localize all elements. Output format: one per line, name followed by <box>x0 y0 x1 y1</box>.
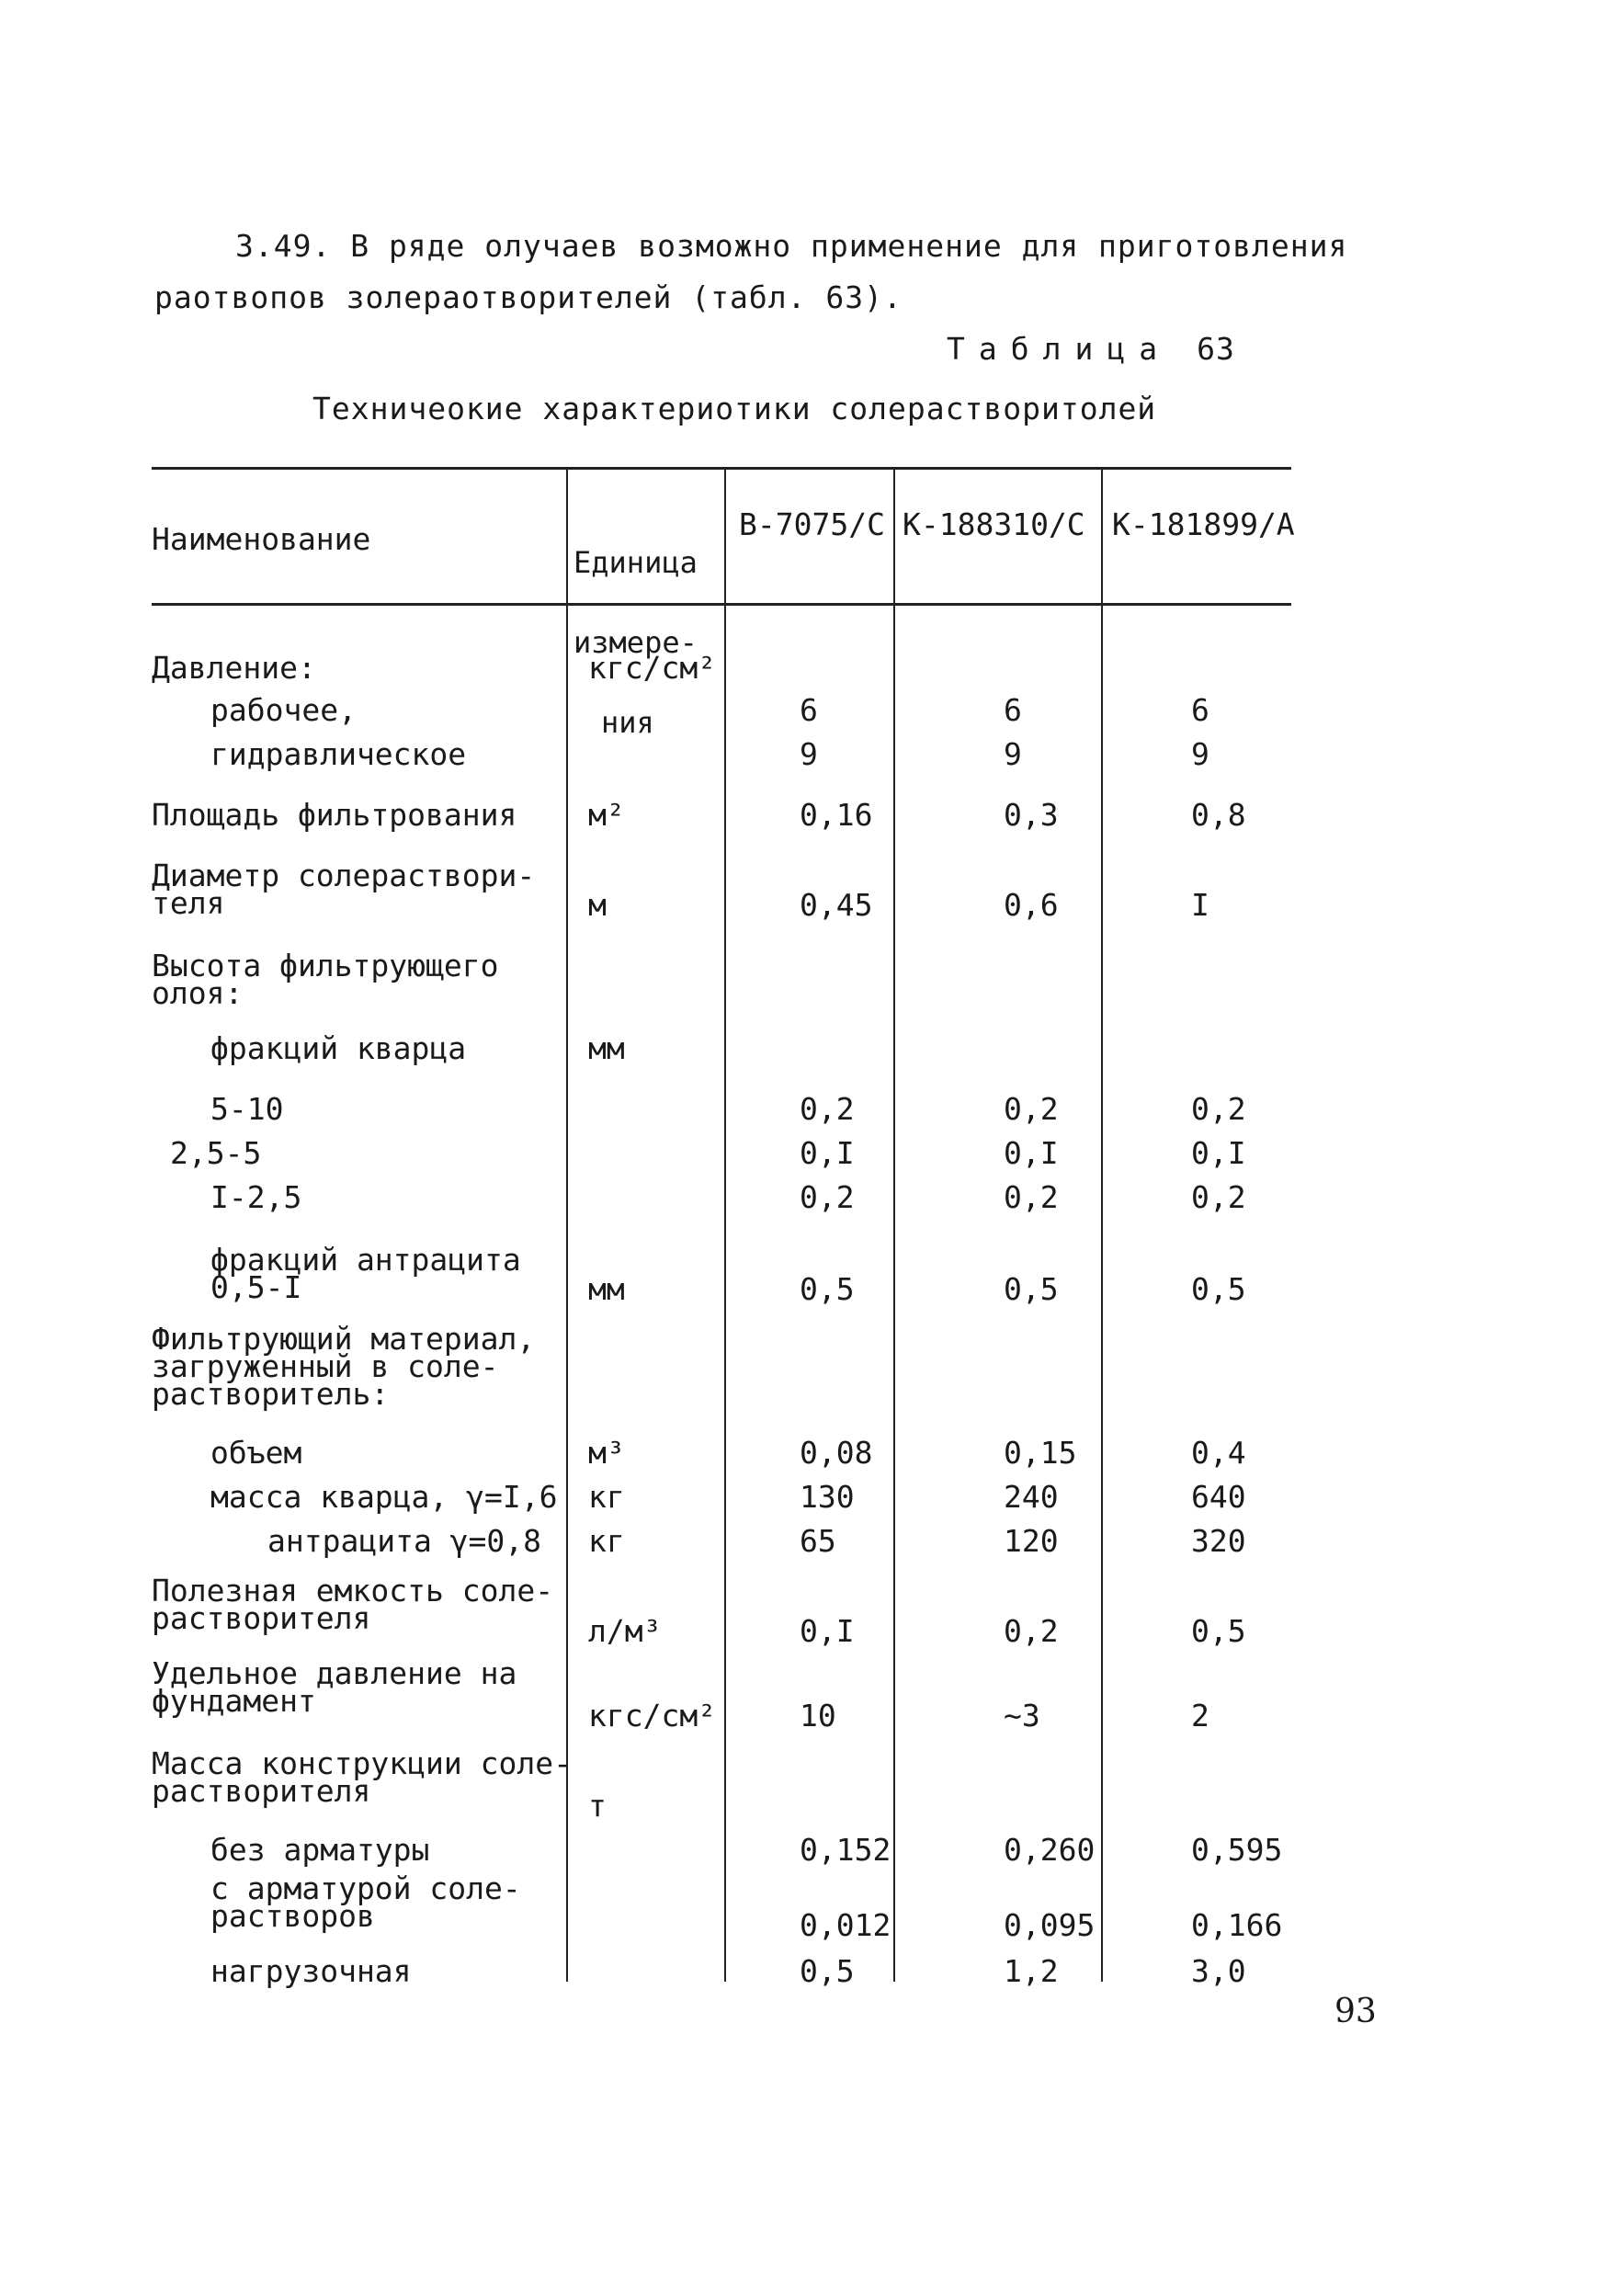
row-name <box>152 1745 572 1809</box>
header-col-2: К-188310/С <box>903 506 1085 542</box>
header-unit <box>573 496 698 763</box>
row-name <box>170 1135 262 1171</box>
row-name-line: растворителя <box>152 1600 371 1636</box>
row-value-col-2: 0,5 <box>1004 1271 1059 1307</box>
row-value-col-2: 6 <box>1004 692 1022 728</box>
row-name-line: теля <box>152 885 225 921</box>
table-top-rule <box>152 467 1291 470</box>
row-name <box>267 1523 542 1559</box>
row-value-col-3: 3,0 <box>1191 1953 1246 1989</box>
row-value-col-2: 0,2 <box>1004 1179 1059 1215</box>
row-name-line: растворителя <box>152 1773 371 1809</box>
row-name <box>152 650 316 686</box>
row-value-col-2: 0,I <box>1004 1135 1059 1171</box>
table-header-rule <box>152 603 1291 606</box>
row-value-col-1: 130 <box>800 1479 855 1515</box>
row-name-line: растворитель: <box>152 1376 390 1412</box>
table-title: Техничеокие характериотики солерастворитолей <box>312 391 1157 426</box>
row-name <box>210 1479 558 1515</box>
row-name-line: 5-10 <box>210 1091 284 1127</box>
row-name-line: фундамент <box>152 1683 316 1719</box>
intro-line-1: 3.49. В ряде олучаев возможно применение для приготовления <box>235 228 1348 264</box>
table-label <box>947 331 1235 367</box>
row-value-col-1: 9 <box>800 736 818 772</box>
row-name <box>210 1091 284 1127</box>
intro-paragraph <box>154 221 1349 324</box>
row-value-col-1: 0,08 <box>800 1435 873 1471</box>
row-value-col-3: 0,5 <box>1191 1271 1246 1307</box>
row-name <box>210 1242 521 1305</box>
row-name-line: объем <box>210 1435 302 1471</box>
header-unit-line-3: ния <box>601 705 654 740</box>
row-name-line: Масса конструкции соле- <box>152 1745 572 1781</box>
row-name-line: Высота фильтрующего <box>152 948 499 983</box>
header-name: Наименование <box>152 521 371 557</box>
row-value-col-3: 320 <box>1191 1523 1246 1559</box>
row-name <box>152 1655 517 1719</box>
page-number: 93 <box>1334 1993 1377 2030</box>
row-name-line: без арматуры <box>210 1832 430 1868</box>
row-value-col-2: ~3 <box>1004 1698 1040 1733</box>
row-value-col-1: 0,I <box>800 1613 855 1649</box>
row-value-col-3: 640 <box>1191 1479 1246 1515</box>
row-name-line: антрацита γ=0,8 <box>267 1523 542 1559</box>
row-unit: мм <box>588 1030 625 1066</box>
row-name-line: растворов <box>210 1898 375 1934</box>
header-col-1: В-7075/С <box>739 506 885 542</box>
row-value-col-3: 0,2 <box>1191 1179 1246 1215</box>
row-value-col-3: I <box>1191 887 1209 923</box>
header-unit-line-1: Единица <box>573 545 698 580</box>
row-value-col-2: 0,3 <box>1004 797 1059 833</box>
row-name-line: Удельное давление на <box>152 1655 517 1691</box>
row-name <box>152 1573 554 1636</box>
row-value-col-1: 0,2 <box>800 1179 855 1215</box>
row-value-col-1: 6 <box>800 692 818 728</box>
row-value-col-2: 0,260 <box>1004 1832 1096 1868</box>
row-name <box>152 797 517 833</box>
row-unit: м <box>588 887 607 923</box>
row-value-col-2: 0,2 <box>1004 1091 1059 1127</box>
row-name <box>210 1179 302 1215</box>
row-name-line: Давление: <box>152 650 316 686</box>
row-unit: м³ <box>588 1435 625 1471</box>
row-value-col-3: 0,I <box>1191 1135 1246 1171</box>
row-value-col-2: 9 <box>1004 736 1022 772</box>
header-col-3: К-181899/А <box>1112 506 1295 542</box>
row-value-col-3: 0,8 <box>1191 797 1246 833</box>
row-name-line: фракций кварца <box>210 1030 467 1066</box>
row-value-col-3: 6 <box>1191 692 1209 728</box>
row-unit: кг <box>588 1479 625 1515</box>
column-divider-2 <box>724 467 726 1982</box>
row-value-col-1: 0,012 <box>800 1907 891 1943</box>
row-value-col-1: 0,5 <box>800 1271 855 1307</box>
row-name <box>210 1435 302 1471</box>
row-value-col-3: 0,4 <box>1191 1435 1246 1471</box>
row-value-col-3: 0,166 <box>1191 1907 1283 1943</box>
row-name <box>152 948 499 1011</box>
row-name-line: масса кварца, γ=I,6 <box>210 1479 558 1515</box>
row-value-col-3: 0,5 <box>1191 1613 1246 1649</box>
row-value-col-3: 9 <box>1191 736 1209 772</box>
row-value-col-1: 10 <box>800 1698 836 1733</box>
row-unit: т <box>588 1788 607 1824</box>
row-name <box>210 1870 521 1934</box>
row-name <box>210 692 357 728</box>
row-value-col-3: 0,595 <box>1191 1832 1283 1868</box>
row-unit: м² <box>588 797 625 833</box>
column-divider-4 <box>1101 467 1103 1982</box>
row-name-line: Диаметр солераствори- <box>152 858 536 893</box>
row-name <box>210 1832 430 1868</box>
row-name-line: гидравлическое <box>210 736 467 772</box>
row-name-line: Полезная емкость соле- <box>152 1573 554 1608</box>
row-name-line: I-2,5 <box>210 1179 302 1215</box>
row-value-col-2: 1,2 <box>1004 1953 1059 1989</box>
row-name <box>210 736 467 772</box>
header-unit-line-2: измере- <box>573 625 698 660</box>
row-name-line: Площадь фильтрования <box>152 797 517 833</box>
table-label-word: Таблица <box>947 331 1172 367</box>
row-value-col-1: 0,5 <box>800 1953 855 1989</box>
row-value-col-1: 0,152 <box>800 1832 891 1868</box>
row-value-col-1: 0,2 <box>800 1091 855 1127</box>
row-name-line: 0,5-I <box>210 1269 302 1305</box>
row-value-col-3: 2 <box>1191 1698 1209 1733</box>
row-unit: кг <box>588 1523 625 1559</box>
row-name <box>152 858 536 921</box>
column-divider-3 <box>893 467 895 1982</box>
row-value-col-2: 0,6 <box>1004 887 1059 923</box>
row-name <box>210 1030 467 1066</box>
table-label-number: 63 <box>1197 331 1235 367</box>
row-value-col-2: 240 <box>1004 1479 1059 1515</box>
row-name-line: с арматурой соле- <box>210 1870 521 1906</box>
row-name-line: рабочее, <box>210 692 357 728</box>
intro-line-2: раотвопов золераотворителей (табл. 63). <box>154 279 903 315</box>
row-value-col-2: 0,15 <box>1004 1435 1077 1471</box>
row-unit: мм <box>588 1271 625 1307</box>
row-name-line: нагрузочная <box>210 1953 412 1989</box>
row-value-col-1: 65 <box>800 1523 836 1559</box>
row-value-col-2: 0,095 <box>1004 1907 1096 1943</box>
row-value-col-1: 0,16 <box>800 797 873 833</box>
row-name-line: олоя: <box>152 975 244 1011</box>
row-unit: кгс/см² <box>588 1698 717 1733</box>
row-name <box>152 1321 536 1412</box>
row-name <box>210 1953 412 1989</box>
row-value-col-2: 0,2 <box>1004 1613 1059 1649</box>
row-value-col-1: 0,I <box>800 1135 855 1171</box>
row-value-col-1: 0,45 <box>800 887 873 923</box>
row-name-line: 2,5-5 <box>170 1135 262 1171</box>
row-unit: л/м³ <box>588 1613 662 1649</box>
row-name-line: Фильтрующий материал, <box>152 1321 536 1357</box>
row-name-line: фракций антрацита <box>210 1242 521 1278</box>
row-value-col-3: 0,2 <box>1191 1091 1246 1127</box>
row-value-col-2: 120 <box>1004 1523 1059 1559</box>
row-name-line: загруженный в соле- <box>152 1348 499 1384</box>
row-unit: кгс/см² <box>588 650 717 686</box>
